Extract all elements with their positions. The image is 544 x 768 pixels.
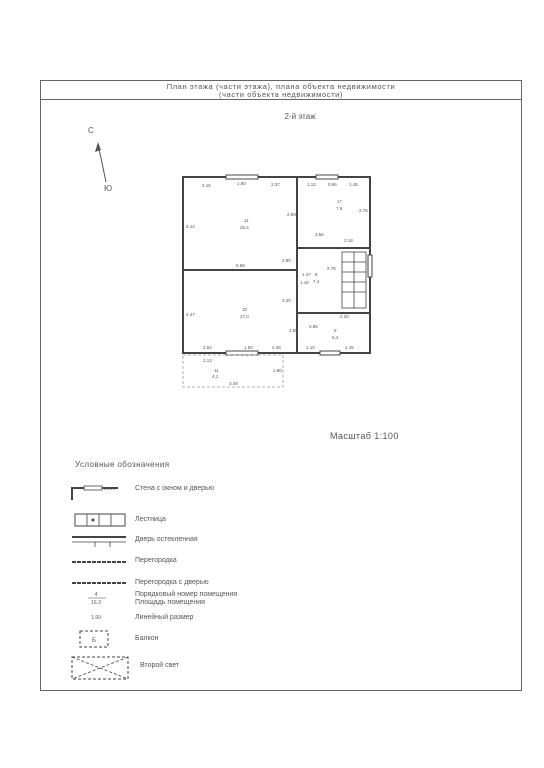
dimension: 3.20 [282, 298, 291, 303]
room-number: 11 [244, 218, 249, 223]
title-line-2: (части объекта недвижимости) [219, 90, 343, 99]
legend-item-partition: Перегородка [135, 557, 177, 564]
dimension: 2.65 [289, 328, 298, 333]
legend-sample-room-number: 4 [94, 592, 98, 598]
dimension: 2.13 [203, 358, 212, 363]
dimension: 0.96 [328, 182, 337, 187]
legend-item-room-number: Порядковый номер помещения [135, 591, 238, 598]
legend-item-wall: Стена с окном и дверью [135, 485, 214, 492]
dimension: 1.80 [237, 181, 246, 186]
room-number: 10 [242, 307, 248, 312]
dimension: 1.50 [244, 345, 253, 350]
dimension: 5.68 [236, 263, 245, 268]
dimension: 3.49 [229, 381, 238, 386]
dimension: 0.95 [309, 324, 318, 329]
dimension: 2.37 [271, 182, 280, 187]
dimension: 2.75 [359, 208, 368, 213]
room-area: 5,4 [332, 335, 339, 340]
legend-item-stair: Лестница [135, 516, 166, 523]
title-line-1: План этажа (части этажа), плана объекта недвижимости [166, 82, 396, 91]
dimension: 1.12 [307, 182, 316, 187]
compass-north-label: С [88, 126, 94, 135]
room-area: 27,0 [240, 314, 249, 319]
dimension: 2.80 [282, 258, 291, 263]
dimension: 2.15 [202, 183, 211, 188]
legend-title: Условные обозначения [75, 460, 170, 469]
floor-label: 2-й этаж [284, 112, 316, 121]
dimension: 1.80 [273, 368, 282, 373]
legend-item-dimension: Линейный размер [135, 614, 194, 621]
legend-sample-balcony: Б [92, 638, 96, 644]
room-area: 7,6 [336, 206, 343, 211]
dimension: 1.18 [300, 280, 309, 285]
legend-sample-area: 16,3 [91, 600, 101, 606]
dimension: 1.47 [302, 272, 311, 277]
dimension: 2.54 [203, 345, 212, 350]
compass-south-label: Ю [104, 184, 113, 193]
room-number: 17 [337, 199, 343, 204]
dimension: 4.47 [186, 312, 195, 317]
dimension: 2.18 [344, 238, 353, 243]
dimension: 1.10 [306, 345, 315, 350]
dimension: 2.75 [327, 266, 336, 271]
room-area: 4,1 [212, 374, 219, 379]
legend-item-second-light: Второй свет [140, 662, 180, 669]
room-area: 25,4 [240, 225, 249, 230]
room-number: 11 [214, 368, 219, 373]
legend-item-partition-door: Перегородка с дверью [135, 579, 209, 586]
dimension: 1.45 [349, 182, 358, 187]
legend-item-room-area: Площадь помещения [135, 599, 205, 606]
dimension: 3.56 [315, 232, 324, 237]
dimension: 2.89 [287, 212, 296, 217]
room-number: 9 [334, 328, 337, 333]
legend-sample-dimension: 1.99 [91, 615, 101, 621]
legend-item-balcony: Балкон [135, 635, 159, 642]
dimension: 1.45 [345, 345, 354, 350]
scale-label: Масштаб 1:100 [330, 431, 399, 441]
room-area: 7,4 [313, 279, 320, 284]
legend-item-glazed-door: Дверь остекленная [135, 536, 198, 543]
dimension: 5.14 [186, 224, 195, 229]
dimension: 2.48 [272, 345, 281, 350]
dimension: 2.20 [340, 314, 349, 319]
room-number: 8 [315, 272, 318, 277]
